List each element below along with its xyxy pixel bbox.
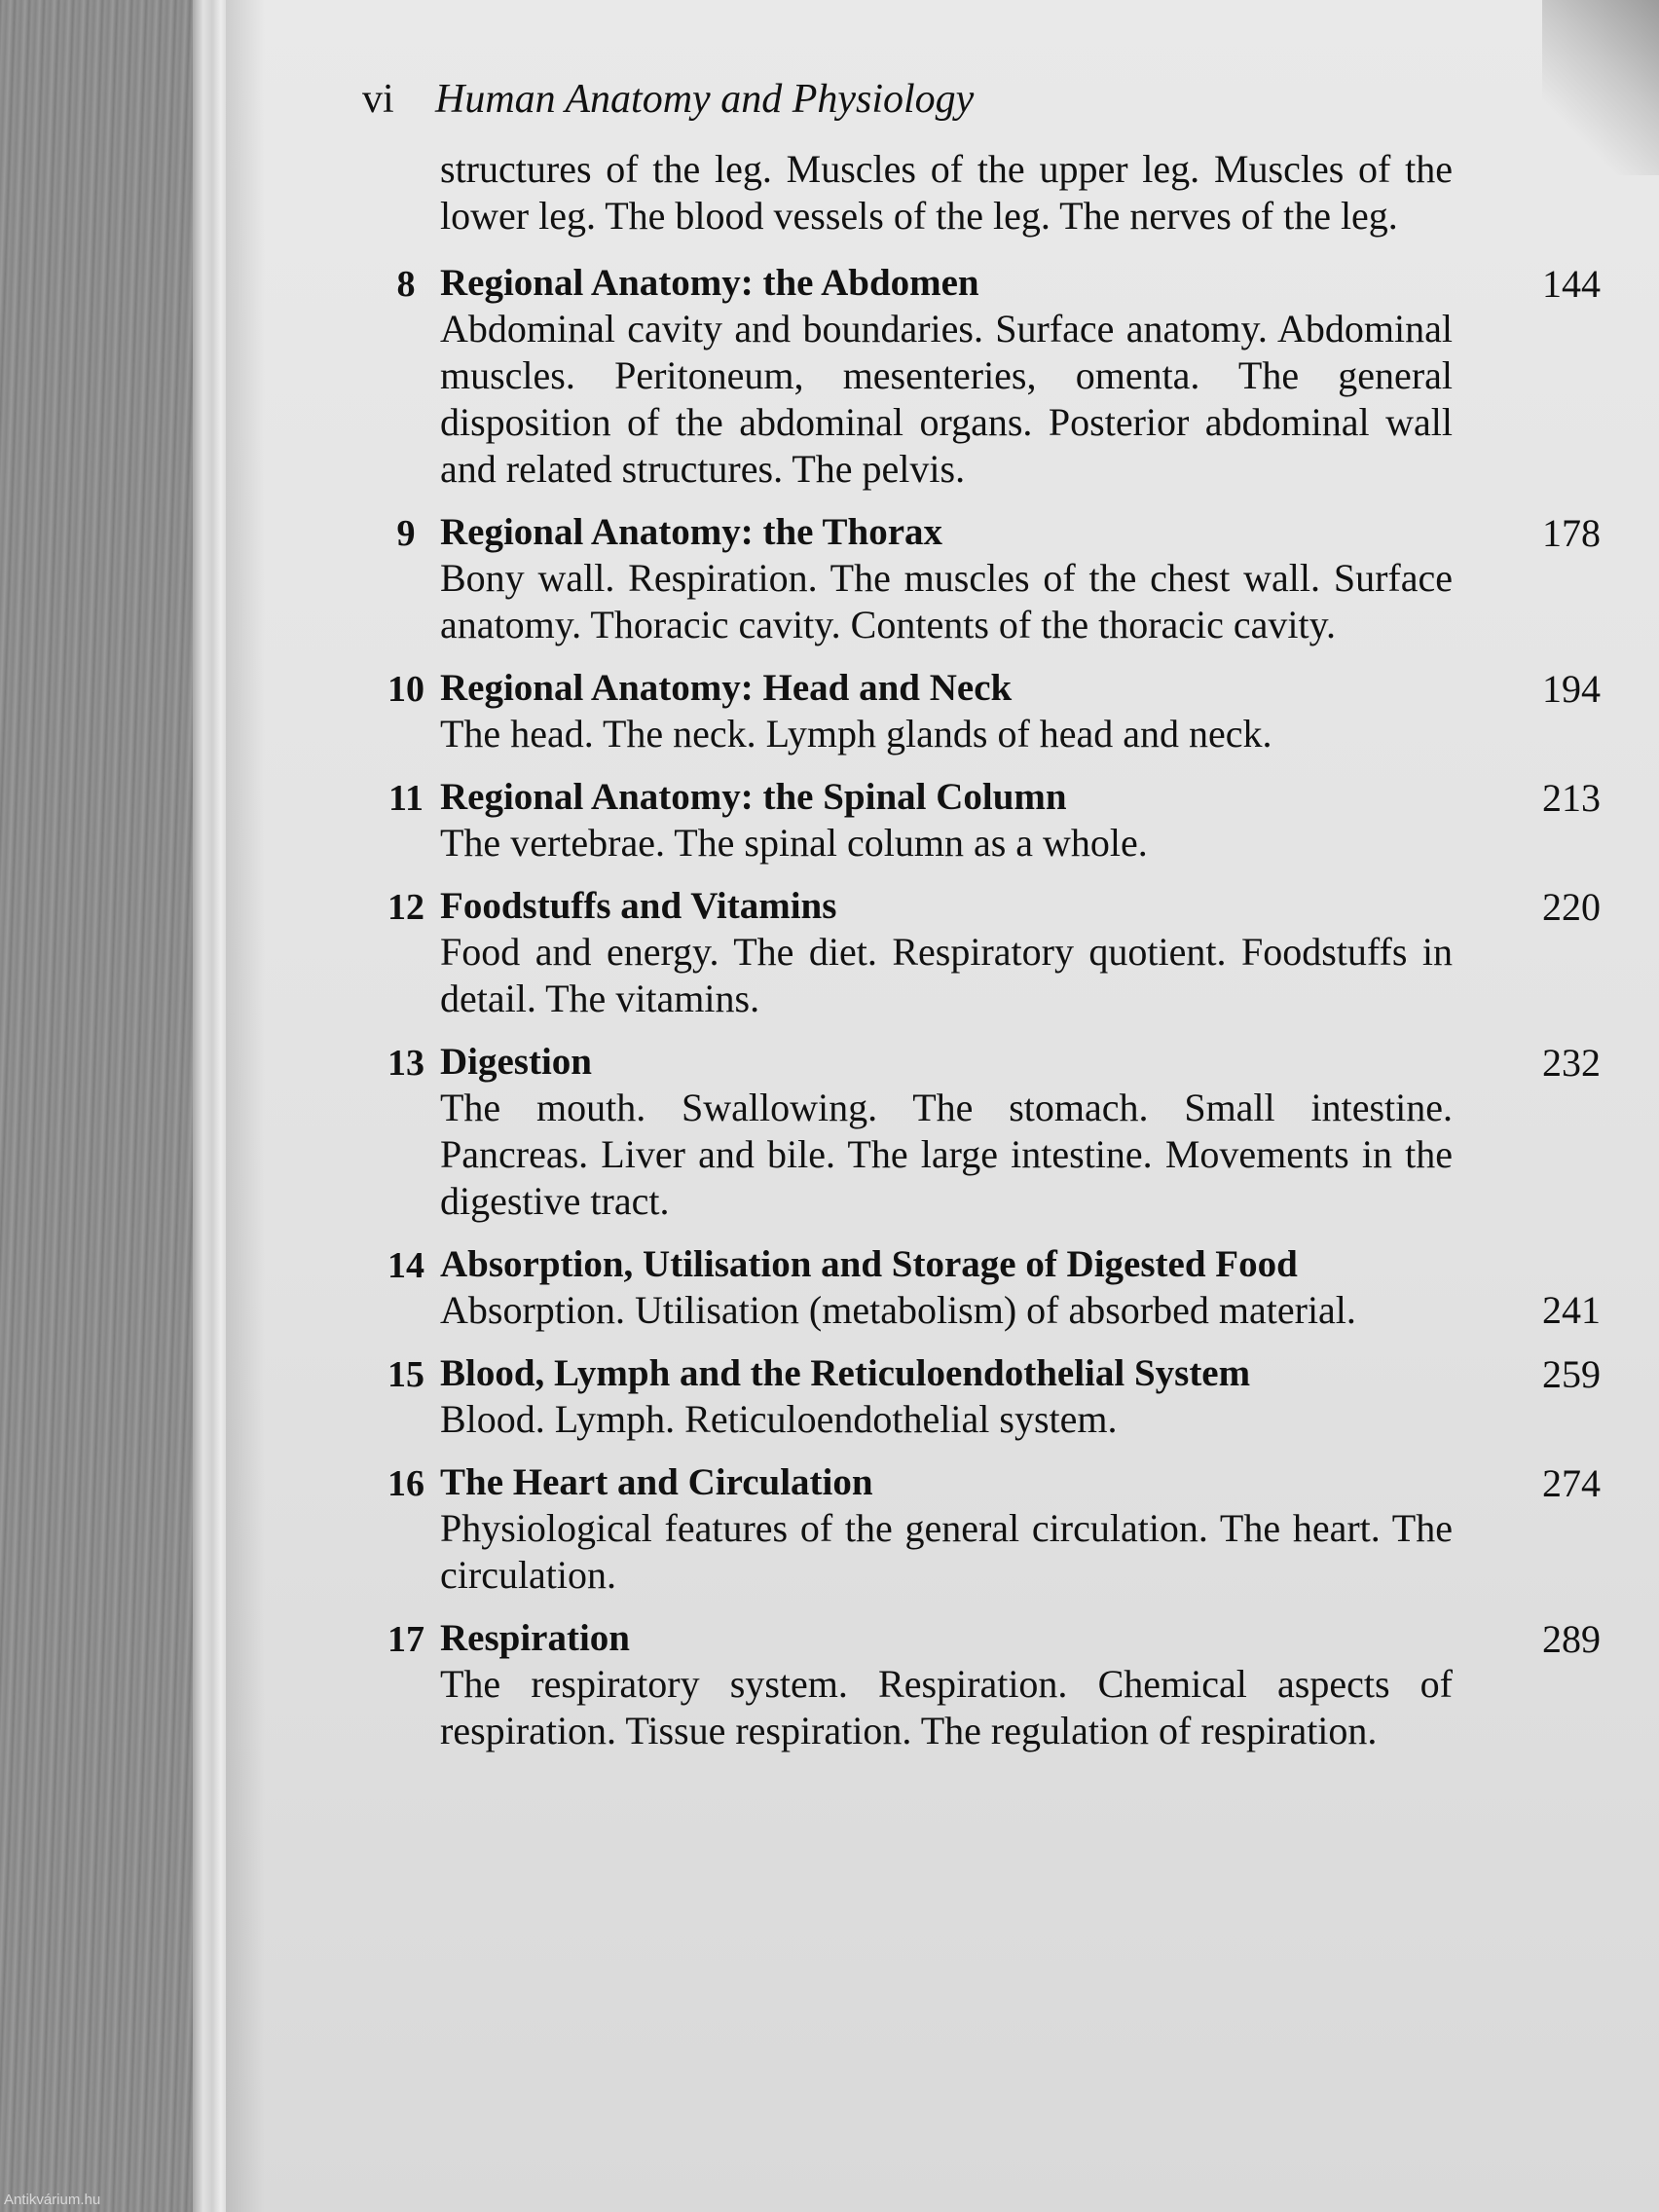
chapter-title: Regional Anatomy: the Abdomen: [440, 262, 979, 304]
chapter-description: Physiological features of the general circulation. The heart. The circulation.: [440, 1506, 1453, 1597]
chapter-number: 14: [387, 1245, 424, 1286]
toc-entry-9: [347, 510, 1622, 648]
chapter-description: Food and energy. The diet. Respiratory quotient. Foodstuffs in detail. The vitamins.: [440, 930, 1453, 1020]
chapter-title: Regional Anatomy: the Thorax: [440, 511, 943, 553]
chapter-title: Absorption, Utilisation and Storage of Digested Food: [440, 1243, 1298, 1285]
gutter-shadow: [226, 0, 265, 2212]
toc-entry-12: [347, 884, 1622, 1022]
chapter-number: 13: [387, 1043, 424, 1084]
page-edges: [193, 0, 228, 2212]
watermark-text: Antikvárium.hu: [4, 2192, 101, 2208]
chapter-page: 289: [1542, 1617, 1601, 1661]
chapter-number: 17: [387, 1619, 424, 1660]
chapter-number: 11: [388, 778, 424, 819]
chapter-page: 194: [1542, 667, 1601, 711]
continuation-text: structures of the leg. Muscles of the upper leg. Muscles of the lower leg. The blood vessels of the leg. The nerves of the leg.: [440, 147, 1453, 238]
toc-entry-16: [347, 1460, 1622, 1599]
chapter-number: 9: [396, 513, 416, 554]
toc-entry-14: [347, 1242, 1622, 1334]
toc-entry-13: [347, 1040, 1622, 1225]
toc-entry-15: [347, 1351, 1622, 1443]
running-title: Human Anatomy and Physiology: [435, 77, 975, 122]
chapter-page: 232: [1542, 1041, 1601, 1085]
chapter-page: 259: [1542, 1352, 1601, 1396]
table-of-contents: [347, 146, 1622, 1754]
chapter-title: Digestion: [440, 1041, 592, 1083]
chapter-page: 274: [1542, 1461, 1601, 1505]
chapter-description: The mouth. Swallowing. The stomach. Small intestine. Pancreas. Liver and bile. The large intestine. Movements in the digestive tract.: [440, 1086, 1453, 1223]
chapter-title: Regional Anatomy: the Spinal Column: [440, 776, 1067, 818]
chapter-number: 12: [387, 887, 424, 928]
chapter-number: 15: [387, 1354, 424, 1395]
toc-entry-17: [347, 1616, 1622, 1754]
chapter-page: 178: [1542, 511, 1601, 555]
chapter-page: 144: [1542, 262, 1601, 306]
chapter-description: The vertebrae. The spinal column as a whole.: [440, 821, 1148, 865]
toc-entry-10: [347, 666, 1622, 757]
chapter-title: Blood, Lymph and the Reticuloendothelial System: [440, 1352, 1251, 1394]
chapter-description: The respiratory system. Respiration. Chemical aspects of respiration. Tissue respiration. The regulation of respiration.: [440, 1662, 1453, 1752]
chapter-description: Bony wall. Respiration. The muscles of the chest wall. Surface anatomy. Thoracic cavity. Contents of the thoracic cavity.: [440, 556, 1453, 646]
chapter-number: 10: [387, 669, 424, 710]
chapter-number: 8: [396, 264, 416, 305]
toc-entry-8: [347, 261, 1622, 493]
toc-entry-11: [347, 775, 1622, 866]
chapter-description: Blood. Lymph. Reticuloendothelial system.: [440, 1397, 1118, 1441]
chapter-title: Regional Anatomy: Head and Neck: [440, 667, 1013, 709]
chapter-description: The head. The neck. Lymph glands of head and neck.: [440, 712, 1272, 756]
chapter-page: 213: [1542, 776, 1601, 820]
chapter-title: The Heart and Circulation: [440, 1461, 873, 1503]
chapter-number: 16: [387, 1463, 424, 1504]
background-surface: [0, 0, 200, 2212]
running-header: [362, 76, 974, 123]
chapter-page: 220: [1542, 885, 1601, 929]
page-folio: vi: [362, 77, 394, 122]
chapter-title: Respiration: [440, 1617, 630, 1659]
chapter-description: Absorption. Utilisation (metabolism) of absorbed material.: [440, 1288, 1356, 1332]
chapter-page: 241: [1542, 1288, 1601, 1332]
chapter-description: Abdominal cavity and boundaries. Surface anatomy. Abdominal muscles. Peritoneum, mesenteries, omenta. The general disposition of the abdominal organs. Posterior abdominal wall and related structures. The pelvis.: [440, 307, 1453, 491]
chapter-title: Foodstuffs and Vitamins: [440, 885, 837, 927]
